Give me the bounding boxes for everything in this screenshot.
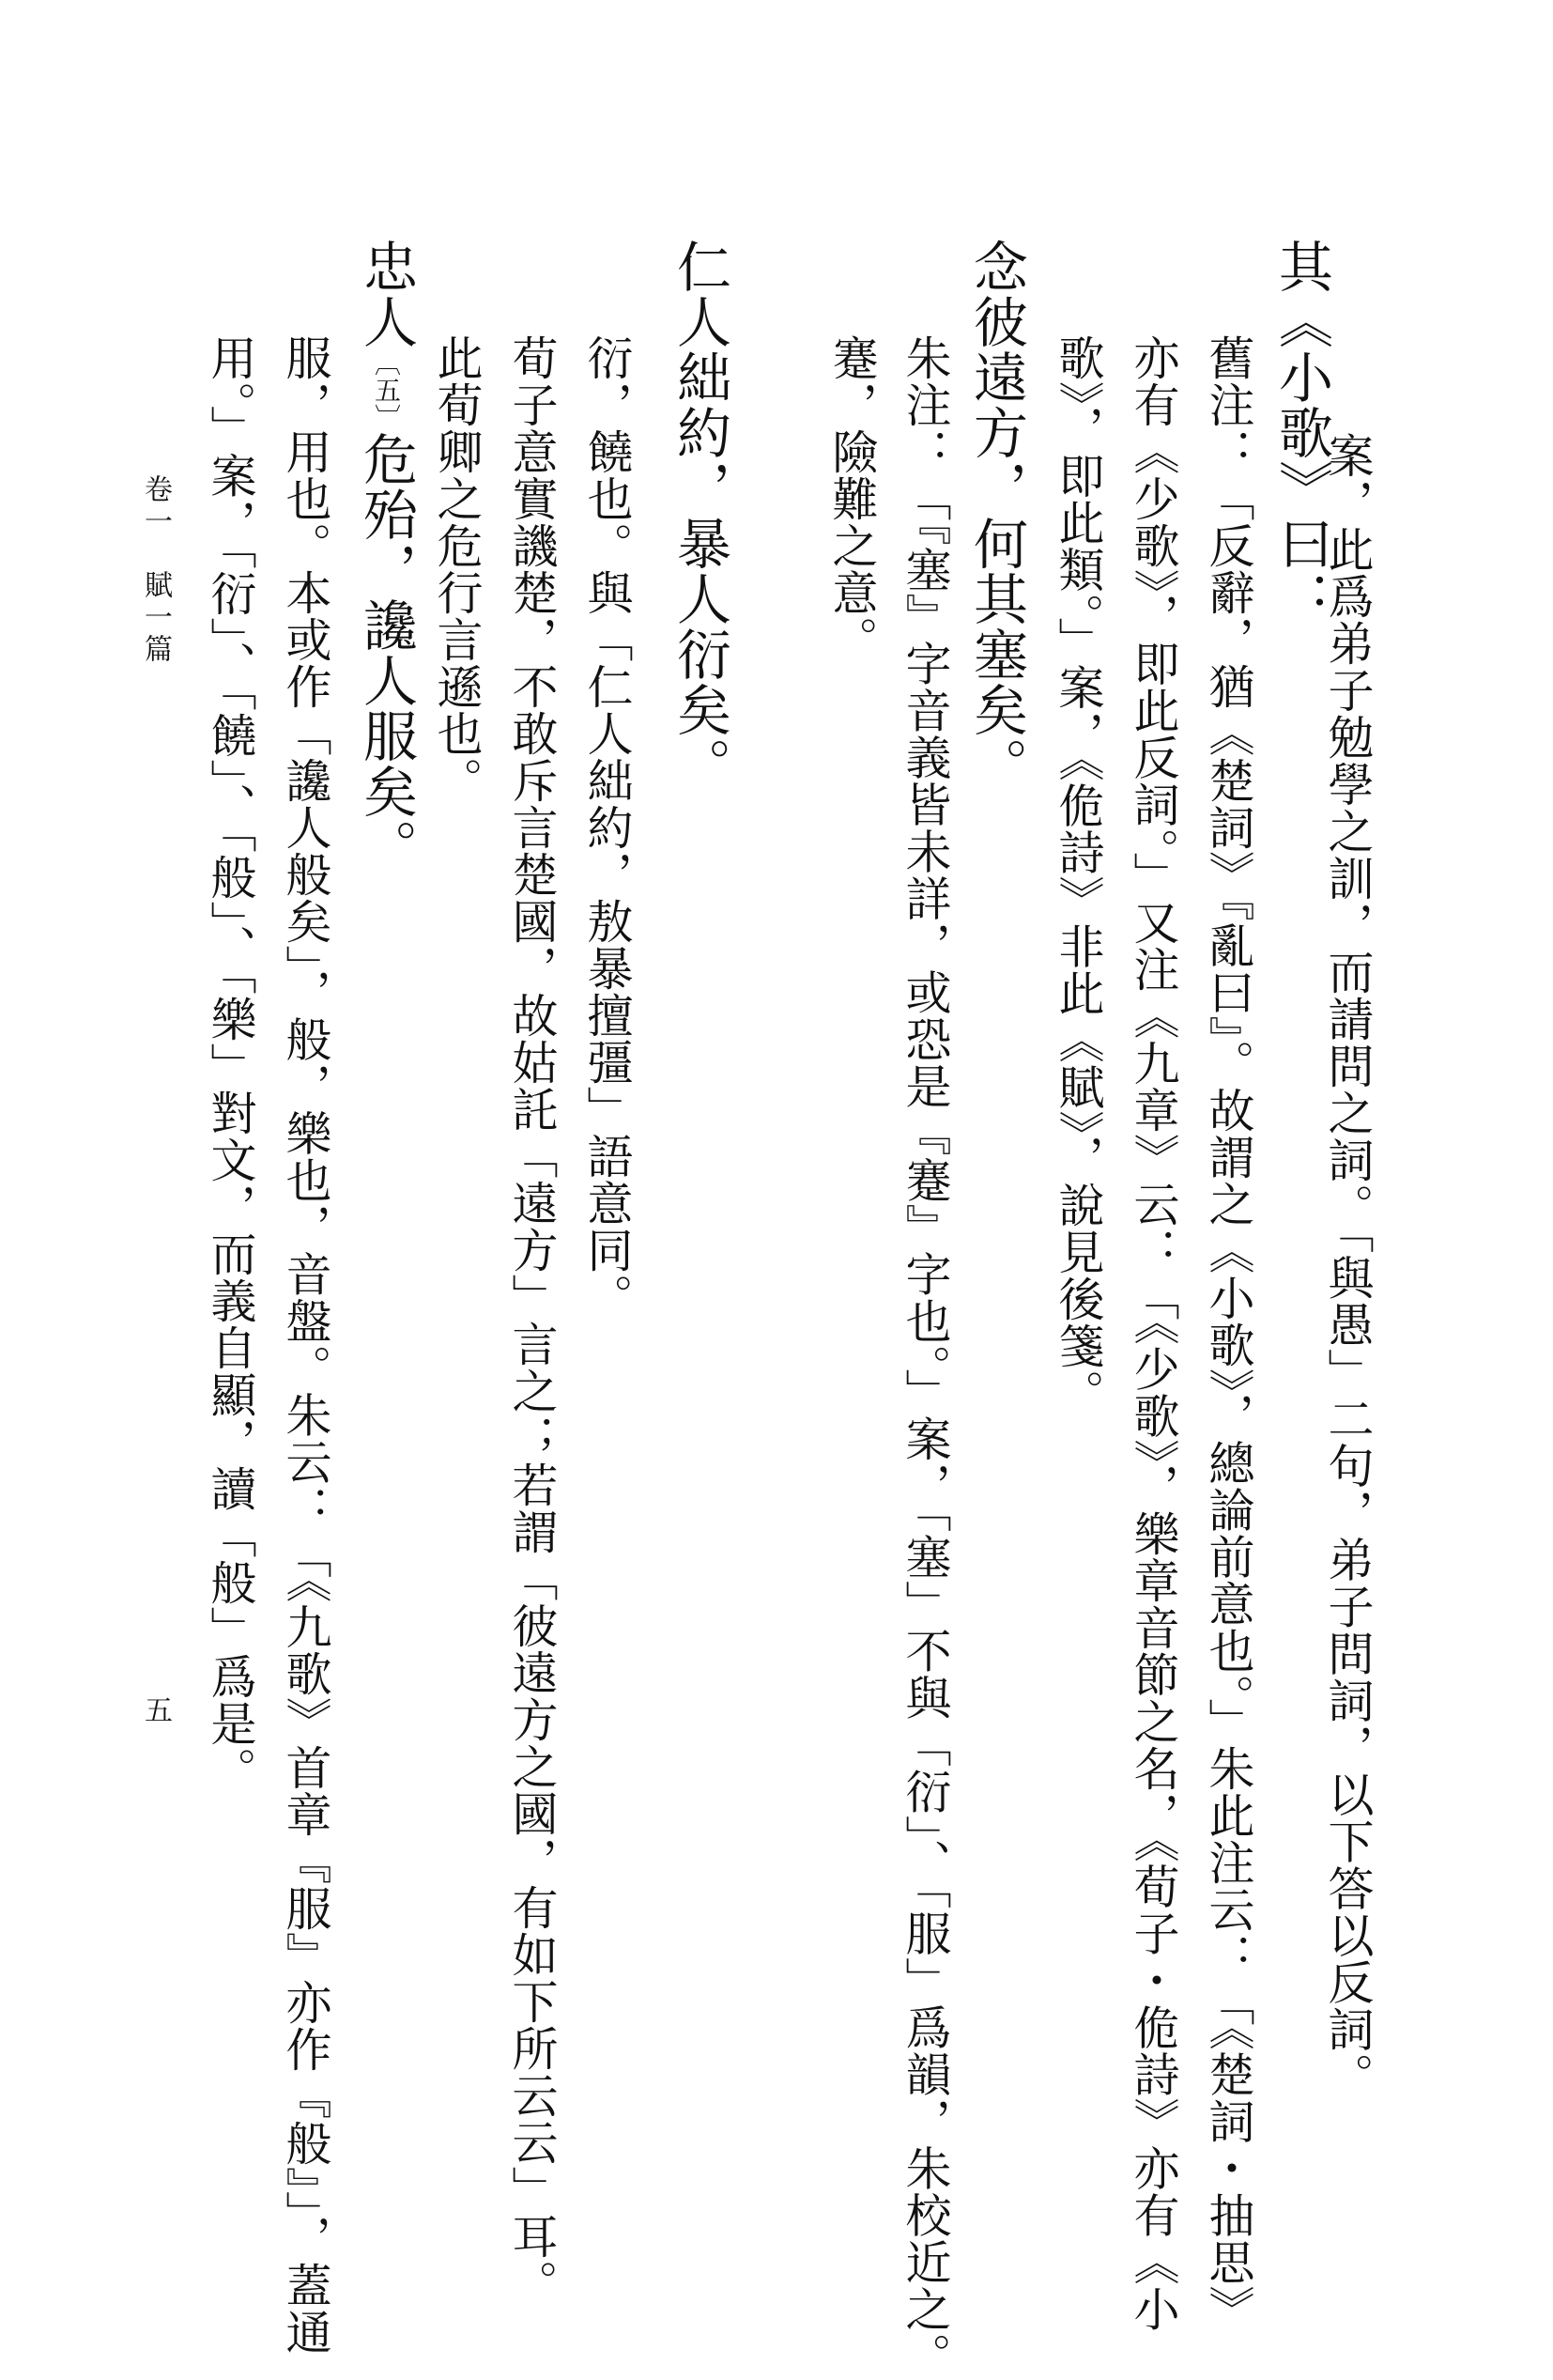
commentary-column-10: 服，用也。本或作「讒人般矣」，般，樂也，音盤。朱云：「《九歌》首章『服』亦作『般』」，蓋通 (279, 334, 332, 2356)
verse-column-3: 仁人絀約，暴人衍矣。 (668, 239, 731, 793)
verse-text-after: 危殆，讒人服矣。 (354, 431, 418, 874)
commentary-column-1: 案，此爲弟子勉學之訓，而請問之詞。「與愚」二句，弟子問詞，以下答以反詞。 (1321, 432, 1375, 2100)
commentary-column-3: 亦有《少歌》，即此反詞。」又注《九章》云：「《少歌》，樂章音節之名，《荀子・佹詩》亦有《小 (1127, 334, 1180, 2333)
verse-column-4 (354, 239, 418, 874)
running-head: 卷一 賦一篇 (139, 474, 172, 666)
footnote-marker: 〔五〕 (371, 349, 402, 431)
commentary-column-8: 荀子意實譏楚，不敢斥言楚國，故姑託「遠方」言之；若謂「彼遠方之國，有如下所云云」耳。 (505, 334, 559, 2307)
commentary-column-9: 此荀卿之危行言遜也。 (430, 334, 484, 804)
commentary-column-7: 衍，饒也。與「仁人絀約，敖暴擅彊」語意同。 (580, 334, 634, 1321)
verse-column-1: 其《小歌》曰： (1269, 239, 1333, 626)
commentary-column-2: 舊注：「反辭，猶《楚詞》『亂曰』。故謂之《小歌》，總論前意也。」朱此注云：「《楚詞・抽思》 (1202, 334, 1255, 2333)
commentary-column-4: 歌》，即此類。」案，《佹詩》非此《賦》，說見後箋。 (1052, 334, 1105, 1416)
commentary-column-5: 朱注：「『塞』字音義皆未詳，或恐是『蹇』字也。」案，「塞」不與「衍」、「服」爲韻，朱校近之。 (899, 334, 952, 2380)
page-number: 五 (139, 1695, 172, 1727)
commentary-column-11: 用。」案，「衍」、「饒」、「般」、「樂」對文，而義自顯，讀「般」爲是。 (204, 334, 257, 1794)
commentary-column-6: 蹇，險難之意。 (825, 334, 879, 663)
verse-text-before: 忠人 (354, 239, 418, 349)
verse-column-2: 念彼遠方，何其塞矣。 (964, 239, 1028, 793)
